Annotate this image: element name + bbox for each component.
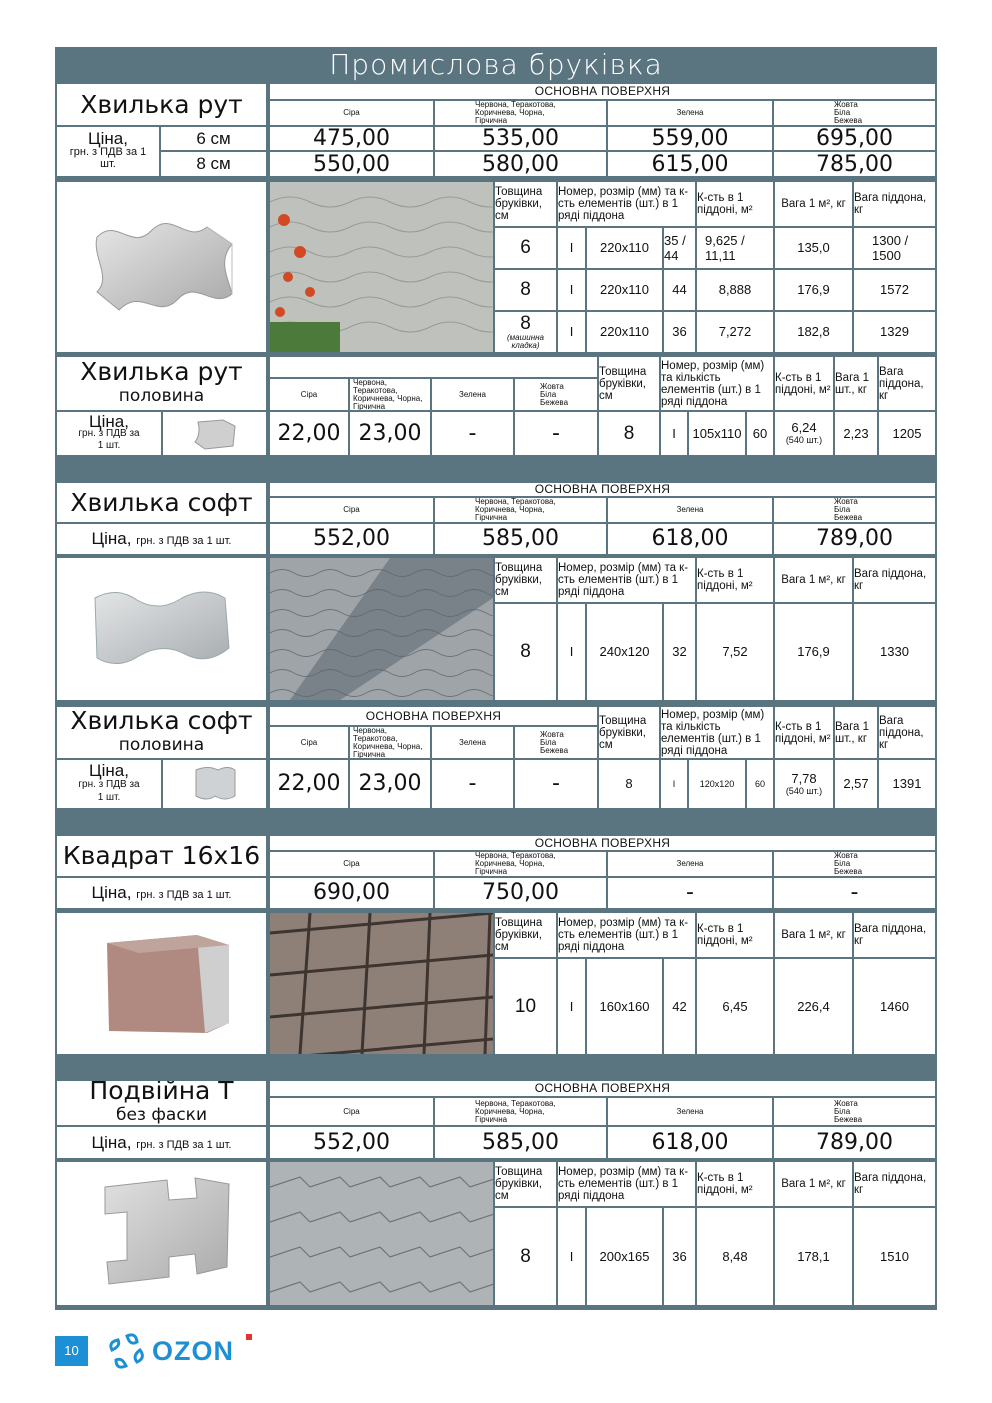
qty-note: (540 шт.) <box>785 435 823 445</box>
price-red: 23,00 <box>350 412 430 455</box>
product-subname: половина <box>118 385 205 406</box>
price-yellow: - <box>515 412 597 455</box>
price-6-yellow: 695,00 <box>774 127 935 150</box>
main-surface-header: ОСНОВНА ПОВЕРХНЯ <box>270 836 935 850</box>
cell-count: 36 <box>664 312 695 352</box>
cell-size: 200x165 <box>587 1208 662 1305</box>
cell-pallet: 1460 <box>854 959 935 1054</box>
cell-size: 160x160 <box>587 959 662 1054</box>
th-weight-m2: Вага 1 м², кг <box>775 182 852 226</box>
col-yellow: Жовта Біла Бежева <box>774 498 935 522</box>
price-note: грн. з ПДВ за 1 шт. <box>69 146 147 170</box>
main-surface-header: ОСНОВНА ПОВЕРХНЯ <box>270 483 935 496</box>
price-note: грн. з ПДВ за 1 шт. <box>78 779 140 803</box>
paving-photo <box>270 913 493 1054</box>
cell-thickness: 10 <box>495 959 556 1054</box>
paver-square-image <box>57 913 266 1054</box>
col-red: Червона, Теракотова, Коричнева, Чорна, Гірчична <box>435 101 606 125</box>
col-green: Зелена <box>432 379 513 410</box>
cell-thickness: 8 <box>495 270 556 310</box>
brand-name: OZON <box>152 1336 234 1366</box>
price-red: 585,00 <box>435 524 606 554</box>
paver-half-image <box>163 760 266 808</box>
cell-num: I <box>558 270 585 310</box>
col-red: Червона, Теракотова, Коричнева, Чорна, Гірчична <box>435 852 606 876</box>
cell-size: 220x110 <box>587 312 662 352</box>
cell-weight: 135,0 <box>775 228 852 268</box>
cell-size: 220x110 <box>587 228 662 268</box>
page-number: 10 <box>55 1336 88 1366</box>
price-grey: 690,00 <box>270 878 433 908</box>
price-red: 23,00 <box>350 760 430 808</box>
th-qty: К-сть в 1 піддоні, м² <box>697 1162 773 1206</box>
cell-size: 240x120 <box>587 604 662 700</box>
product-name: Квадрат 16х16 <box>57 836 266 876</box>
price-grey: 22,00 <box>270 412 348 455</box>
size-6: 6 см <box>161 127 266 150</box>
th-qty: К-сть в 1 піддоні, м² <box>697 913 773 957</box>
registered-mark <box>246 1334 252 1340</box>
paving-photo <box>270 182 493 352</box>
cell-num: I <box>558 1208 585 1305</box>
cell-thickness: 8 <box>599 412 659 455</box>
th-weight-pallet: Вага піддона, кг <box>854 182 935 226</box>
price-grey: 552,00 <box>270 524 433 554</box>
paving-texture <box>270 182 493 352</box>
price-yellow: - <box>515 760 597 808</box>
price-8-red: 580,00 <box>435 152 606 176</box>
cell-qty <box>775 412 833 455</box>
price-green: 618,00 <box>608 1127 772 1158</box>
price-grey: 22,00 <box>270 760 348 808</box>
main-surface-header: ОСНОВНА ПОВЕРХНЯ <box>270 707 597 725</box>
col-yellow: Жовта Біла Бежева <box>515 727 597 758</box>
product-image <box>57 558 266 700</box>
col-grey: Сіра <box>270 101 433 125</box>
th-weight-m2: Вага 1 м², кг <box>775 558 852 602</box>
th-thickness: Товщина бруківки, см <box>599 707 659 758</box>
paver-soft-image <box>57 558 266 700</box>
cell-thickness: 8 <box>495 1208 556 1305</box>
cell-weight: 2,57 <box>835 760 877 808</box>
paver-half-image <box>163 412 266 455</box>
th-qty: К-сть в 1 піддоні, м² <box>697 182 773 226</box>
col-yellow: Жовта Біла Бежева <box>515 379 597 410</box>
price-8-yellow: 785,00 <box>774 152 935 176</box>
qty-note: (540 шт.) <box>785 786 823 796</box>
cell-qty: 8,48 <box>697 1208 773 1305</box>
product-subname: без фаски <box>115 1105 207 1125</box>
cell-num: I <box>661 760 687 808</box>
product-subname: половина <box>118 734 205 755</box>
col-green: Зелена <box>432 727 513 758</box>
cell-pallet: 1329 <box>854 312 935 352</box>
price-label-text: Ціна, <box>89 412 129 431</box>
col-yellow: Жовта Біла Бежева <box>774 852 935 876</box>
th-number: Номер, розмір (мм) та кількість елементів (шт.) в 1 ряді піддона <box>661 707 773 758</box>
th-weight-piece: Вага 1 шт., кг <box>835 707 877 758</box>
th-weight-pallet: Вага піддона, кг <box>879 707 935 758</box>
th-weight-piece: Вага 1 шт., кг <box>835 357 877 410</box>
product-thumb <box>163 412 266 455</box>
cell-weight: 226,4 <box>775 959 852 1054</box>
page-title: Промислова бруківка <box>329 48 663 81</box>
th-number: Номер, розмір (мм) та к-сть елементів (шт.) в 1 ряді піддона <box>558 1162 695 1206</box>
th-weight-m2: Вага 1 м², кг <box>775 913 852 957</box>
product-image <box>57 913 266 1054</box>
price-label-text: Ціна, <box>88 129 128 148</box>
product-name-text: Подвійна Т <box>89 1081 234 1105</box>
price-label <box>57 760 161 808</box>
price-label-text: Ціна, <box>91 883 137 902</box>
empty-header <box>270 357 597 377</box>
price-red: 585,00 <box>435 1127 606 1158</box>
cell-count: 60 <box>747 760 773 808</box>
cell-pallet: 1330 <box>854 604 935 700</box>
price-note: грн. з ПДВ за 1 шт. <box>136 889 232 901</box>
cell-pallet: 1205 <box>879 412 935 455</box>
cell-qty: 7,272 <box>697 312 773 352</box>
col-green: Зелена <box>608 498 772 522</box>
main-surface-header: ОСНОВНА ПОВЕРХНЯ <box>270 84 935 99</box>
paver-double-t-image <box>57 1162 266 1305</box>
cell-weight: 2,23 <box>835 412 877 455</box>
th-weight-m2: Вага 1 м², кг <box>775 1162 852 1206</box>
price-label <box>57 878 266 908</box>
cell-thickness: 8 <box>495 604 556 700</box>
product-name <box>57 1081 266 1125</box>
cell-size: 220x110 <box>587 270 662 310</box>
cell-size: 105x110 <box>689 412 745 455</box>
price-green: - <box>432 760 513 808</box>
price-yellow: - <box>774 878 935 908</box>
cell-qty <box>775 760 833 808</box>
price-green: - <box>432 412 513 455</box>
th-thickness: Товщина бруківки, см <box>495 182 556 226</box>
col-yellow: Жовта Біла Бежева <box>774 101 935 125</box>
price-label <box>57 127 159 176</box>
th-number: Номер, розмір (мм) та к-сть елементів (шт.) в 1 ряді піддона <box>558 558 695 602</box>
cell-count: 32 <box>664 604 695 700</box>
cell-qty: 7,52 <box>697 604 773 700</box>
cell-count: 35 / 44 <box>664 228 695 268</box>
cell-num: I <box>558 228 585 268</box>
main-surface-header: ОСНОВНА ПОВЕРХНЯ <box>270 1081 935 1096</box>
th-thickness: Товщина бруківки, см <box>495 1162 556 1206</box>
qty-value: 7,78 <box>791 771 817 786</box>
brand-logo <box>106 1330 251 1372</box>
product-name: Хвилька софт <box>57 483 266 522</box>
price-green: 618,00 <box>608 524 772 554</box>
price-grey: 552,00 <box>270 1127 433 1158</box>
price-label-text: Ціна, <box>89 761 129 780</box>
cell-count: 60 <box>747 412 773 455</box>
price-label <box>57 1127 266 1158</box>
th-thickness: Товщина бруківки, см <box>599 357 659 410</box>
cell-count: 44 <box>664 270 695 310</box>
product-name <box>57 357 266 410</box>
paving-texture <box>270 1162 493 1305</box>
cell-num: I <box>558 312 585 352</box>
cell-weight: 176,9 <box>775 604 852 700</box>
cell-size: 120x120 <box>689 760 745 808</box>
th-number: Номер, розмір (мм) та к-сть елементів (шт.) в 1 ряді піддона <box>558 913 695 957</box>
price-yellow: 789,00 <box>774 1127 935 1158</box>
cell-pallet: 1510 <box>854 1208 935 1305</box>
price-note: грн. з ПДВ за 1 шт. <box>78 428 140 451</box>
paver-wave-image <box>57 182 266 352</box>
price-red: 750,00 <box>435 878 606 908</box>
price-label <box>57 412 161 455</box>
cell-pallet: 1572 <box>854 270 935 310</box>
cell-num: I <box>558 959 585 1054</box>
product-name: Хвилька рут <box>57 84 266 125</box>
th-qty: К-сть в 1 піддоні, м² <box>775 707 833 758</box>
th-number: Номер, розмір (мм) та к-сть елементів (шт.) в 1 ряді піддона <box>558 182 695 226</box>
col-red: Червона, Теракотова, Коричнева, Чорна, Гірчична <box>350 727 430 758</box>
cell-num: I <box>558 604 585 700</box>
cell-weight: 182,8 <box>775 312 852 352</box>
th-weight-pallet: Вага піддона, кг <box>854 1162 935 1206</box>
cell-pallet: 1391 <box>879 760 935 808</box>
price-note: грн. з ПДВ за 1 шт. <box>136 1139 232 1151</box>
product-image <box>57 1162 266 1305</box>
cell-thickness: 8 <box>599 760 659 808</box>
col-red: Червона, Теракотова, Коричнева, Чорна, Гірчична <box>435 498 606 522</box>
th-weight-pallet: Вага піддона, кг <box>854 913 935 957</box>
price-6-red: 535,00 <box>435 127 606 150</box>
paving-photo <box>270 1162 493 1305</box>
th-weight-pallet: Вага піддона, кг <box>854 558 935 602</box>
price-note: грн. з ПДВ за 1 шт. <box>136 535 232 547</box>
price-6-grey: 475,00 <box>270 127 433 150</box>
price-8-green: 615,00 <box>608 152 772 176</box>
cell-count: 36 <box>664 1208 695 1305</box>
thickness-value: 8 <box>520 313 531 334</box>
th-thickness: Товщина бруківки, см <box>495 558 556 602</box>
col-green: Зелена <box>608 101 772 125</box>
col-green: Зелена <box>608 1098 772 1125</box>
cell-thickness: 6 <box>495 228 556 268</box>
product-image <box>57 182 266 352</box>
th-thickness: Товщина бруківки, см <box>495 913 556 957</box>
price-label <box>57 524 266 554</box>
col-grey: Сіра <box>270 379 348 410</box>
cell-pallet: 1300 / 1500 <box>854 228 935 268</box>
col-red: Червона, Теракотова, Коричнева, Чорна, Гірчична <box>435 1098 606 1125</box>
cell-weight: 176,9 <box>775 270 852 310</box>
paving-texture <box>270 913 493 1054</box>
col-green: Зелена <box>608 852 772 876</box>
cell-count: 42 <box>664 959 695 1054</box>
col-yellow: Жовта Біла Бежева <box>774 1098 935 1125</box>
product-name <box>57 707 266 758</box>
th-weight-pallet: Вага піддона, кг <box>879 357 935 410</box>
th-number: Номер, розмір (мм) та кількість елементів (шт.) в 1 ряді піддона <box>661 357 773 410</box>
col-grey: Сіра <box>270 852 433 876</box>
cell-qty: 6,45 <box>697 959 773 1054</box>
size-8: 8 см <box>161 152 266 176</box>
product-name-text: Хвилька софт <box>70 707 253 735</box>
th-qty: К-сть в 1 піддоні, м² <box>775 357 833 410</box>
col-grey: Сіра <box>270 1098 433 1125</box>
paving-texture <box>270 558 493 700</box>
price-label-text: Ціна, <box>91 529 137 548</box>
cell-num: I <box>661 412 687 455</box>
paving-photo <box>270 558 493 700</box>
cell-qty: 9,625 / 11,11 <box>697 228 773 268</box>
thickness-note: (машинна кладка) <box>507 333 544 350</box>
price-green: - <box>608 878 772 908</box>
product-name-text: Хвилька рут <box>80 357 243 386</box>
cell-qty: 8,888 <box>697 270 773 310</box>
col-grey: Сіра <box>270 727 348 758</box>
price-label-text: Ціна, <box>91 1133 137 1152</box>
col-red: Червона, Теракотова, Коричнева, Чорна, Гірчична <box>350 379 430 410</box>
th-qty: К-сть в 1 піддоні, м² <box>697 558 773 602</box>
product-thumb <box>163 760 266 808</box>
qty-value: 6,24 <box>791 420 817 435</box>
cell-weight: 178,1 <box>775 1208 852 1305</box>
col-grey: Сіра <box>270 498 433 522</box>
ozon-logo-icon <box>106 1330 150 1372</box>
price-yellow: 789,00 <box>774 524 935 554</box>
price-8-grey: 550,00 <box>270 152 433 176</box>
cell-thickness <box>495 312 556 352</box>
price-6-green: 559,00 <box>608 127 772 150</box>
